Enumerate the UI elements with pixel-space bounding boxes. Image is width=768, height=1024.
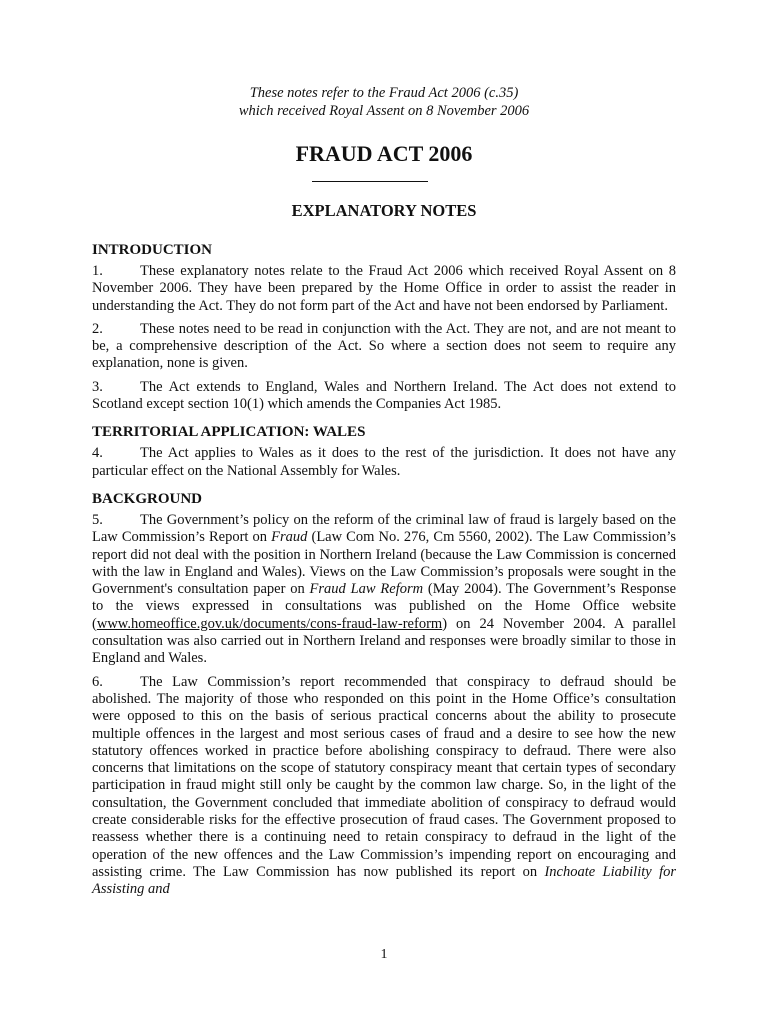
paragraph-number: 6. (92, 673, 103, 690)
paragraph-text: The Act extends to England, Wales and Northern Ireland. The Act does not extend to Scotland except section 10(1) which amends the Companies Act 1985. (92, 378, 676, 413)
paragraph-text: These explanatory notes relate to the Fraud Act 2006 which received Royal Assent on 8 November 2006. They have been prepared by the Home Office in order to assist the reader in understanding the Act. They do not form part of the Act and have not been endorsed by Parliament. (92, 263, 676, 314)
italic-title-inchoate-liability: Inchoate Liability for Assisting and (92, 863, 676, 898)
document-subtitle: EXPLANATORY NOTES (291, 201, 477, 220)
paragraph-5 (92, 512, 676, 668)
title-divider (312, 181, 428, 182)
paragraph-6 (92, 674, 676, 899)
section-heading-introduction: INTRODUCTION (92, 242, 213, 258)
italic-title-fraud-law-reform: Fraud Law Reform (309, 581, 424, 598)
page-number: 1 (380, 947, 388, 962)
paragraph-text: These notes need to be read in conjunction with the Act. They are not, and are not meant to be, a comprehensive description of the Act. So where a section does not seem to require any explanation, none is given. (92, 320, 676, 372)
paragraph-number: 1. (92, 263, 103, 279)
header-note-line-2: which received Royal Assent on 8 November 2006 (238, 103, 530, 119)
document-body (92, 241, 676, 905)
italic-title-fraud: Fraud (271, 529, 308, 546)
header-note-line-1: These notes refer to the Fraud Act 2006 (c.35) (249, 85, 519, 101)
paragraph-1 (92, 263, 676, 315)
home-office-link[interactable]: www.homeoffice.gov.uk/documents/cons-fraud-law-reform (96, 615, 443, 632)
section-heading-background: BACKGROUND (92, 490, 203, 507)
paragraph-text: (May 2004). The Government’s Response to the views expressed in consultations was published on the Home Office website ( (92, 581, 676, 632)
paragraph-4 (92, 445, 676, 480)
paragraph-text: The Act applies to Wales as it does to the rest of the jurisdiction. It does not have any particular effect on the National Assembly for Wales. (92, 445, 676, 479)
paragraph-number: 4. (92, 445, 103, 462)
paragraph-text: ) on 24 November 2004. A parallel consultation was also carried out in Northern Ireland and responses were broadly similar to those in England and Wales. (92, 615, 676, 667)
section-heading-territorial: TERRITORIAL APPLICATION: WALES (92, 424, 366, 441)
paragraph-number: 3. (92, 378, 103, 395)
paragraph-text: The Government’s policy on the reform of the criminal law of fraud is largely based on the Law Commission’s Report on (92, 511, 676, 546)
paragraph-3 (92, 379, 676, 414)
paragraph-2 (92, 321, 676, 373)
paragraph-text: (Law Com No. 276, Cm 5560, 2002). The Law Commission’s report did not deal with the position in Northern Ireland (because the Law Commission is concerned with the law in England and Wales). Views on the Law Commission’s proposals were sought in the Government's consultation paper on (92, 529, 676, 598)
paragraph-text: The Law Commission’s report recommended that conspiracy to defraud should be abolished. The majority of those who responded on this point in the Home Office’s consultation were opposed to this on the basis of serious practical concerns about the ability to prosecute multiple offences in the largest and most serious cases of fraud and a desire to see how the new statutory offences worked in practice before abolishing conspiracy to defraud. There were also concerns that limitations on the scope of statutory conspiracy meant that certain types of secondary participation in fraud might still only be caught by the common law charge. So, in the light of the consultation, the Government concluded that immediate abolition of conspiracy to defraud would create considerable risks for the effective prosecution of fraud cases. The Government proposed to reassess whether there is a continuing need to retain conspiracy to defraud in the light of the operation of the new offences and the Law Commission’s impending report on encouraging and assisting crime. The Law Commission has now published its report on (92, 673, 676, 880)
paragraph-number: 2. (92, 320, 103, 337)
paragraph-number: 5. (92, 511, 103, 528)
header-notes (0, 84, 768, 120)
document-title: FRAUD ACT 2006 (295, 141, 473, 166)
